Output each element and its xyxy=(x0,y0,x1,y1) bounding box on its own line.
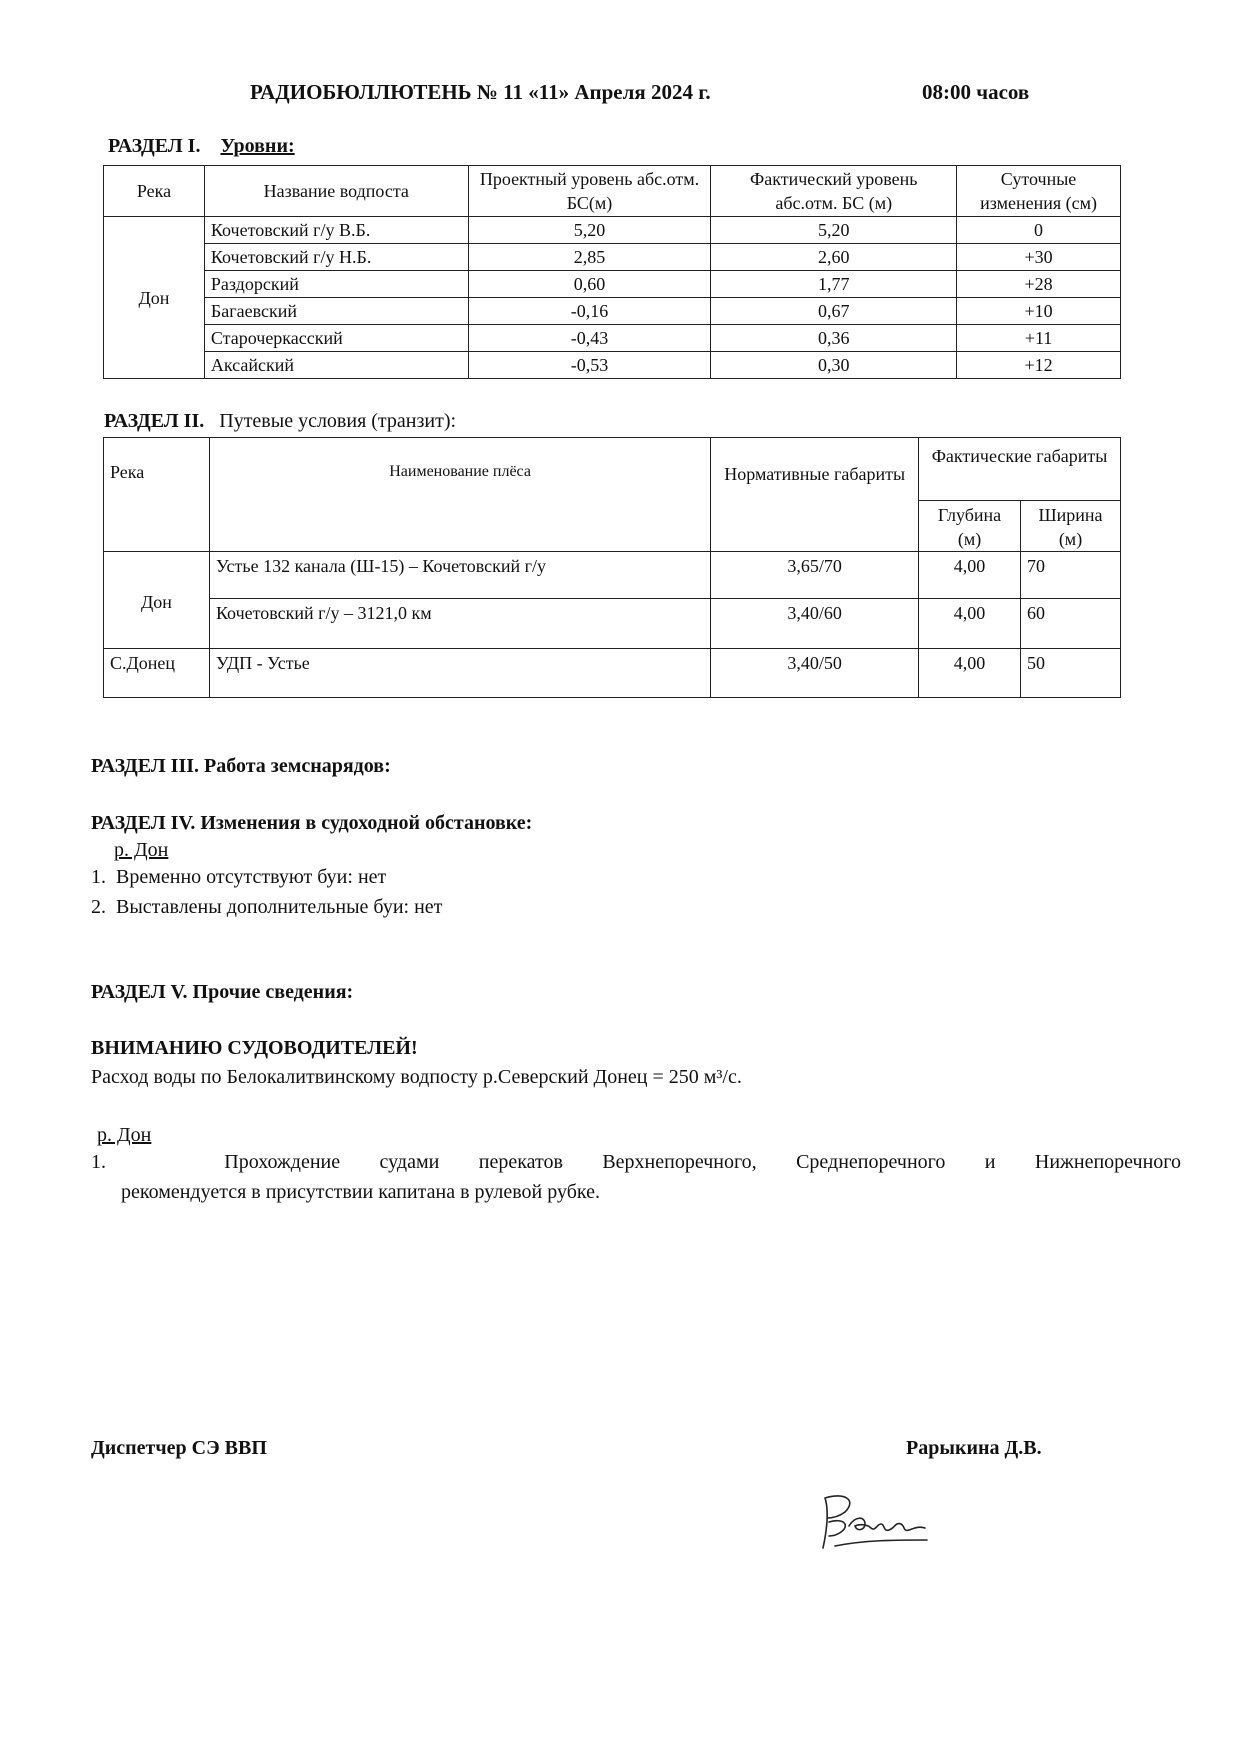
actual-cell: 5,20 xyxy=(711,217,957,244)
change-cell: +11 xyxy=(957,325,1121,352)
col-river: Река xyxy=(104,166,205,217)
bulletin-time: 08:00 часов xyxy=(922,80,1030,104)
list-item-text: Прохождение судами перекатов Верхнепоречного, Среднепоречного и Нижнепоречного xyxy=(224,1151,1181,1173)
actual-cell: 0,36 xyxy=(711,325,957,352)
table-row xyxy=(104,298,1121,325)
post-cell: Старочеркасский xyxy=(204,325,468,352)
change-cell: +10 xyxy=(957,298,1121,325)
width-cell: 70 xyxy=(1021,552,1121,599)
post-cell: Кочетовский г/у В.Б. xyxy=(204,217,468,244)
section3-heading: РАЗДЕЛ III. Работа земснарядов: xyxy=(91,755,391,777)
col-post: Название водпоста xyxy=(204,166,468,217)
section5-river: р. Дон xyxy=(97,1124,152,1146)
post-cell: Багаевский xyxy=(204,298,468,325)
table-row xyxy=(104,649,1121,698)
table-row xyxy=(104,244,1121,271)
table-row xyxy=(104,217,1121,244)
table-row xyxy=(104,271,1121,298)
project-cell: -0,16 xyxy=(468,298,711,325)
col-depth: Глубина (м) xyxy=(919,501,1021,552)
river-cell: Дон xyxy=(104,552,210,649)
bulletin-title: РАДИОБЮЛЛЮТЕНЬ № 11 «11» Апреля 2024 г. xyxy=(250,80,711,104)
actual-cell: 1,77 xyxy=(711,271,957,298)
project-cell: -0,43 xyxy=(468,325,711,352)
attention-heading: ВНИМАНИЮ СУДОВОДИТЕЛЕЙ! xyxy=(91,1037,418,1059)
river-cell: С.Донец xyxy=(104,649,210,698)
signature-image xyxy=(815,1490,945,1560)
list-item-continuation: рекомендуется в присутствии капитана в рулевой рубке. xyxy=(121,1181,600,1203)
project-cell: -0,53 xyxy=(468,352,711,379)
col-actual: Фактические габариты xyxy=(919,438,1121,501)
project-cell: 5,20 xyxy=(468,217,711,244)
col-river: Река xyxy=(104,438,210,552)
normative-cell: 3,40/60 xyxy=(711,599,919,649)
normative-cell: 3,40/50 xyxy=(711,649,919,698)
project-cell: 0,60 xyxy=(468,271,711,298)
col-reach: Наименование плёса xyxy=(209,438,710,552)
section1-heading xyxy=(108,135,295,158)
list-item: 2. Выставлены дополнительные буи: нет xyxy=(91,896,443,918)
reach-cell: Устье 132 канала (Ш-15) – Кочетовский г/у xyxy=(209,552,710,599)
section4-heading: РАЗДЕЛ IV. Изменения в судоходной обстановке: xyxy=(91,812,533,834)
col-daily-change: Суточные изменения (см) xyxy=(957,166,1121,217)
actual-cell: 0,67 xyxy=(711,298,957,325)
change-cell: +28 xyxy=(957,271,1121,298)
section2-heading xyxy=(104,410,456,433)
col-project-level: Проектный уровень абс.отм. БС(м) xyxy=(468,166,711,217)
section2-label: РАЗДЕЛ II. xyxy=(104,410,205,432)
actual-cell: 2,60 xyxy=(711,244,957,271)
post-cell: Кочетовский г/у Н.Б. xyxy=(204,244,468,271)
levels-header-row xyxy=(104,166,1121,217)
dispatcher-position: Диспетчер СЭ ВВП xyxy=(91,1437,267,1459)
table-row xyxy=(104,599,1121,649)
col-width: Ширина (м) xyxy=(1021,501,1121,552)
water-flow-note: Расход воды по Белокалитвинскому водпосту р.Северский Донец = 250 м³/с. xyxy=(91,1066,742,1088)
levels-table xyxy=(103,165,1121,379)
section2-title: Путевые условия (транзит): xyxy=(219,410,457,432)
project-cell: 2,85 xyxy=(468,244,711,271)
section1-title: Уровни: xyxy=(220,135,295,157)
post-cell: Раздорский xyxy=(204,271,468,298)
section4-river: р. Дон xyxy=(114,839,169,861)
width-cell: 50 xyxy=(1021,649,1121,698)
section1-label: РАЗДЕЛ I. xyxy=(108,135,201,157)
actual-cell: 0,30 xyxy=(711,352,957,379)
table-row xyxy=(104,552,1121,599)
list-item: 1. Прохождение судами перекатов Верхнепоречного, Среднепоречного и Нижнепоречного xyxy=(91,1151,1181,1173)
depth-cell: 4,00 xyxy=(919,552,1021,599)
section5-heading: РАЗДЕЛ V. Прочие сведения: xyxy=(91,981,354,1003)
width-cell: 60 xyxy=(1021,599,1121,649)
post-cell: Аксайский xyxy=(204,352,468,379)
reach-cell: УДП - Устье xyxy=(209,649,710,698)
list-item-text: Временно отсутствуют буи: нет xyxy=(116,866,387,888)
list-item-text: Выставлены дополнительные буи: нет xyxy=(116,896,443,918)
change-cell: 0 xyxy=(957,217,1121,244)
river-cell: Дон xyxy=(104,217,205,379)
col-actual-level: Фактический уровень абс.отм. БС (м) xyxy=(711,166,957,217)
reach-cell: Кочетовский г/у – 3121,0 км xyxy=(209,599,710,649)
dispatcher-name: Рарыкина Д.В. xyxy=(906,1437,1042,1459)
col-normative: Нормативные габариты xyxy=(711,438,919,552)
normative-cell: 3,65/70 xyxy=(711,552,919,599)
table-row xyxy=(104,352,1121,379)
list-item: 1. Временно отсутствуют буи: нет xyxy=(91,866,387,888)
depth-cell: 4,00 xyxy=(919,599,1021,649)
change-cell: +12 xyxy=(957,352,1121,379)
route-conditions-table xyxy=(103,437,1121,698)
table-row xyxy=(104,325,1121,352)
route-header-row xyxy=(104,438,1121,501)
change-cell: +30 xyxy=(957,244,1121,271)
depth-cell: 4,00 xyxy=(919,649,1021,698)
